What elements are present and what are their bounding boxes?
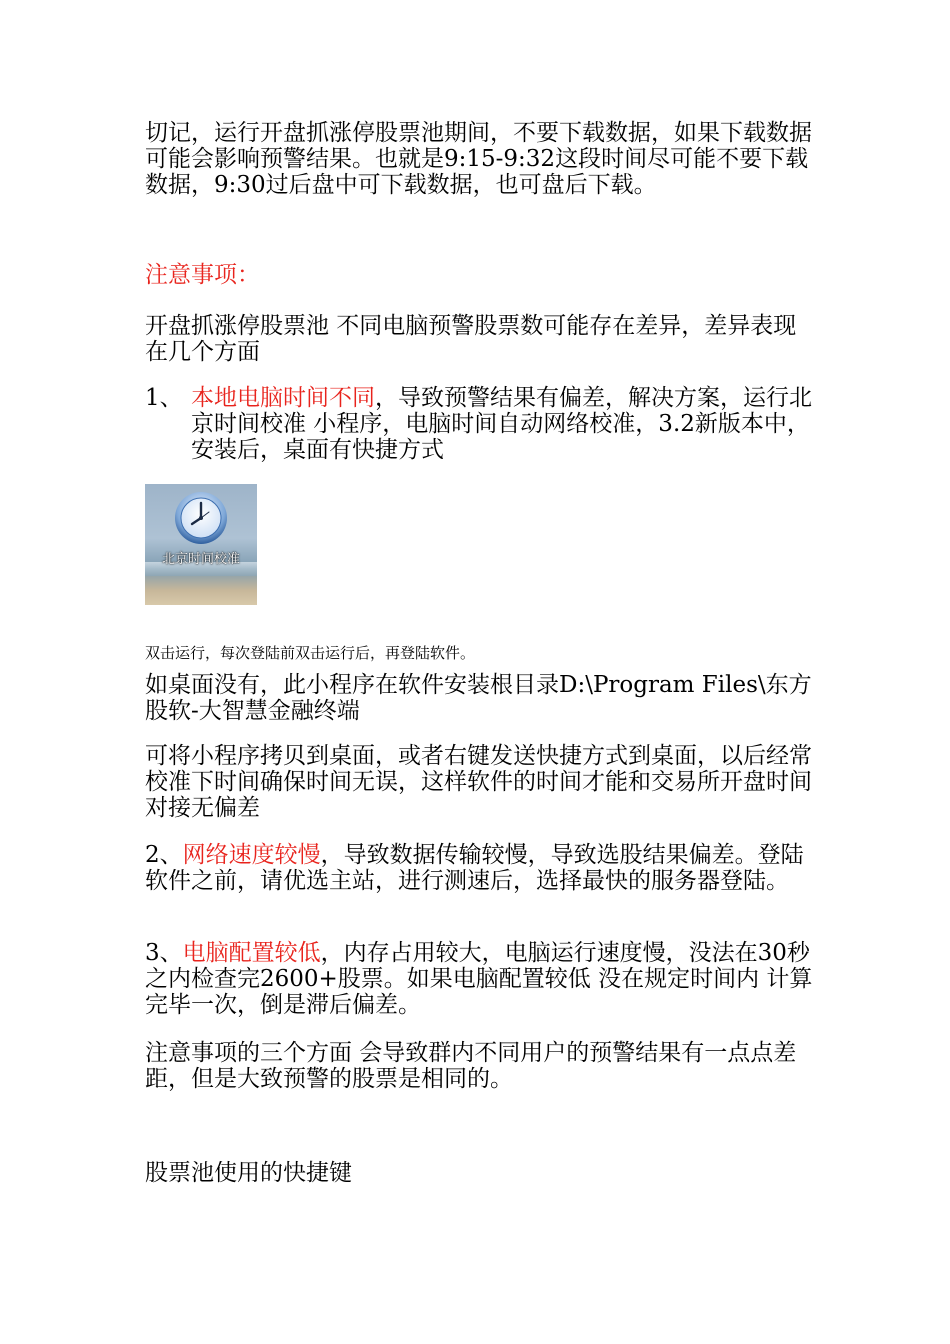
- lead-paragraph: 开盘抓涨停股票池 不同电脑预警股票数可能存在差异，差异表现在几个方面: [145, 313, 797, 365]
- list-item-2: [145, 842, 815, 894]
- item-highlight: 电脑配置较低: [182, 940, 321, 966]
- shortcut-label: 北京时间校准: [161, 552, 240, 567]
- list-body: [191, 385, 815, 463]
- list-number: 1、: [145, 385, 183, 411]
- list-number: 3、: [145, 940, 183, 966]
- item-highlight: 网络速度较慢: [182, 842, 321, 868]
- item-text: ，内存占用较大，电脑运行速度慢，没法在30秒之内检查完2600+股票。如果电脑配置较低 没在规定时间内 计算完毕一次，倒是滞后偏差。: [145, 940, 813, 1018]
- icon-caption: 双击运行，每次登陆前双击运行后，再登陆软件。: [145, 644, 476, 662]
- notice-title: 注意事项：: [145, 262, 260, 288]
- item-text: ，导致数据传输较慢，导致选股结果偏差。登陆软件之前，请优选主站，进行测速后，选择最快的服务器登陆。: [145, 842, 804, 894]
- path-paragraph: 如桌面没有，此小程序在软件安装根目录D:\Program Files\东方股软-大智慧金融终端: [145, 672, 812, 724]
- desktop-shortcut[interactable]: [145, 484, 257, 605]
- item-text: ，导致预警结果有偏差，解决方案，运行北京时间校准 小程序，电脑时间自动网络校准，3.2新版本中，安装后，桌面有快捷方式: [191, 385, 812, 463]
- list-number: 2、: [145, 842, 183, 868]
- copy-paragraph: 可将小程序拷贝到桌面，或者右键发送快捷方式到桌面，以后经常校准下时间确保时间无误，这样软件的时间才能和交易所开盘时间对接无偏差: [145, 743, 812, 821]
- list-item-3: [145, 940, 815, 1018]
- shortcut-heading: 股票池使用的快捷键: [145, 1160, 352, 1186]
- item-highlight: 本地电脑时间不同: [191, 385, 375, 411]
- summary-paragraph: 注意事项的三个方面 会导致群内不同用户的预警结果有一点点差距，但是大致预警的股票是相同的。: [145, 1040, 797, 1092]
- list-item-1: [145, 385, 815, 463]
- intro-paragraph: 切记，运行开盘抓涨停股票池期间，不要下载数据，如果下载数据可能会影响预警结果。也就是9:15-9:32这段时间尽可能不要下载数据，9:30过后盘中可下载数据，也可盘后下载。: [145, 120, 812, 198]
- clock-icon: [173, 490, 229, 546]
